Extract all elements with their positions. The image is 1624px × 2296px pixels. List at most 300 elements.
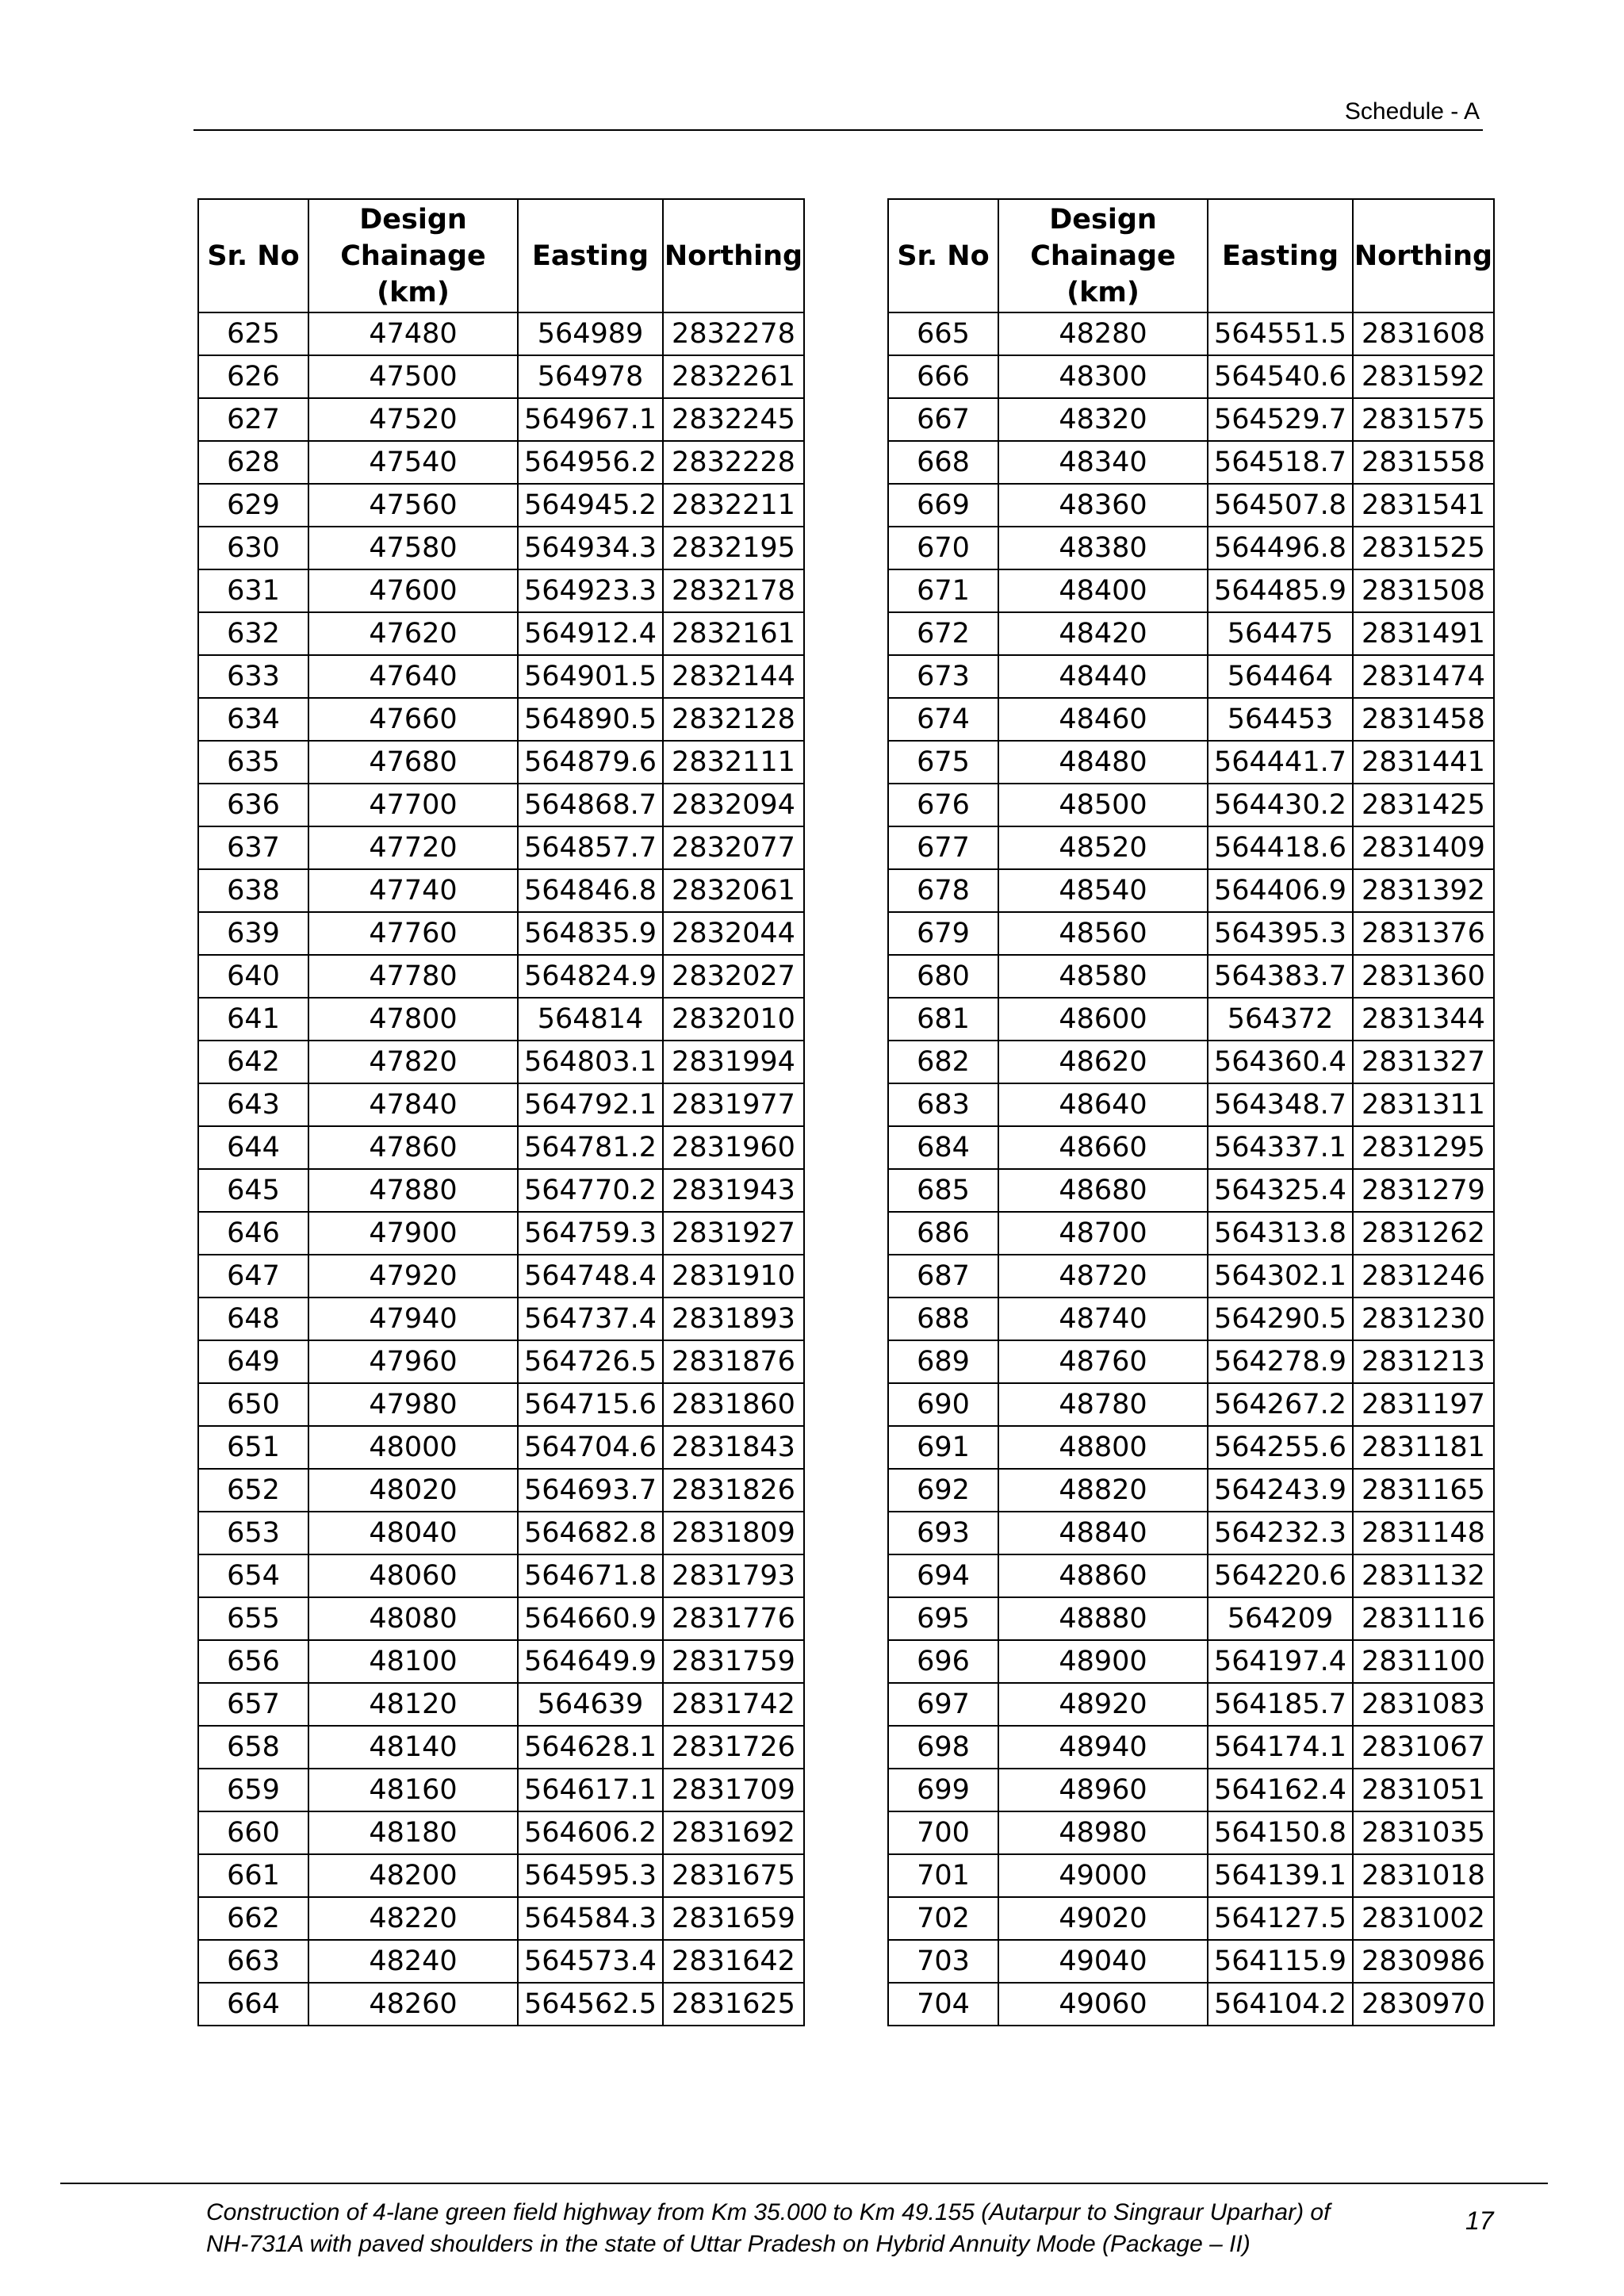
cell-design-chainage: 48420 xyxy=(998,612,1208,655)
table-row xyxy=(888,484,1494,527)
cell-design-chainage: 48240 xyxy=(308,1940,518,1983)
cell-sr-no: 648 xyxy=(198,1297,308,1340)
cell-sr-no: 641 xyxy=(198,998,308,1041)
cell-easting: 564150.8 xyxy=(1208,1811,1353,1854)
cell-sr-no: 673 xyxy=(888,655,998,698)
cell-sr-no: 626 xyxy=(198,355,308,398)
cell-sr-no: 646 xyxy=(198,1212,308,1255)
cell-design-chainage: 47920 xyxy=(308,1255,518,1297)
cell-sr-no: 698 xyxy=(888,1726,998,1769)
cell-easting: 564540.6 xyxy=(1208,355,1353,398)
table-row xyxy=(198,826,804,869)
cell-easting: 564803.1 xyxy=(518,1041,663,1083)
cell-northing: 2831994 xyxy=(663,1041,804,1083)
table-row xyxy=(198,1297,804,1340)
cell-easting: 564496.8 xyxy=(1208,527,1353,569)
cell-easting: 564290.5 xyxy=(1208,1297,1353,1340)
cell-design-chainage: 48220 xyxy=(308,1897,518,1940)
table-row xyxy=(888,1983,1494,2026)
cell-sr-no: 697 xyxy=(888,1683,998,1726)
cell-northing: 2831425 xyxy=(1353,784,1494,826)
cell-design-chainage: 49020 xyxy=(998,1897,1208,1940)
cell-easting: 564792.1 xyxy=(518,1083,663,1126)
cell-easting: 564770.2 xyxy=(518,1169,663,1212)
cell-easting: 564395.3 xyxy=(1208,912,1353,955)
table-row xyxy=(198,1512,804,1554)
cell-easting: 564127.5 xyxy=(1208,1897,1353,1940)
cell-sr-no: 639 xyxy=(198,912,308,955)
cell-northing: 2832161 xyxy=(663,612,804,655)
cell-easting: 564814 xyxy=(518,998,663,1041)
cell-northing: 2831960 xyxy=(663,1126,804,1169)
cell-sr-no: 694 xyxy=(888,1554,998,1597)
table-row xyxy=(198,1126,804,1169)
cell-design-chainage: 47500 xyxy=(308,355,518,398)
cell-easting: 564649.9 xyxy=(518,1640,663,1683)
table-row xyxy=(888,1340,1494,1383)
cell-easting: 564453 xyxy=(1208,698,1353,741)
table-row xyxy=(888,1255,1494,1297)
cell-design-chainage: 47600 xyxy=(308,569,518,612)
cell-design-chainage: 48720 xyxy=(998,1255,1208,1297)
cell-easting: 564518.7 xyxy=(1208,441,1353,484)
cell-northing: 2831295 xyxy=(1353,1126,1494,1169)
table-row xyxy=(198,1769,804,1811)
cell-easting: 564313.8 xyxy=(1208,1212,1353,1255)
cell-easting: 564967.1 xyxy=(518,398,663,441)
footer-line-1: Construction of 4-lane green field highway from Km 35.000 to Km 49.155 (Autarpur to Singraur Uparhar) of xyxy=(206,2199,1331,2225)
cell-design-chainage: 48600 xyxy=(998,998,1208,1041)
cell-easting: 564846.8 xyxy=(518,869,663,912)
cell-easting: 564704.6 xyxy=(518,1426,663,1469)
cell-sr-no: 647 xyxy=(198,1255,308,1297)
cell-sr-no: 663 xyxy=(198,1940,308,1983)
cell-sr-no: 681 xyxy=(888,998,998,1041)
cell-northing: 2831327 xyxy=(1353,1041,1494,1083)
table-row xyxy=(888,1383,1494,1426)
table-row xyxy=(888,1169,1494,1212)
cell-sr-no: 678 xyxy=(888,869,998,912)
table-row xyxy=(198,1597,804,1640)
cell-easting: 564441.7 xyxy=(1208,741,1353,784)
table-row xyxy=(888,441,1494,484)
cell-design-chainage: 47980 xyxy=(308,1383,518,1426)
table-row xyxy=(198,1897,804,1940)
cell-design-chainage: 47880 xyxy=(308,1169,518,1212)
cell-sr-no: 634 xyxy=(198,698,308,741)
cell-easting: 564174.1 xyxy=(1208,1726,1353,1769)
table-body-right xyxy=(888,312,1494,2026)
cell-design-chainage: 47780 xyxy=(308,955,518,998)
cell-sr-no: 652 xyxy=(198,1469,308,1512)
cell-design-chainage: 49040 xyxy=(998,1940,1208,1983)
cell-northing: 2831525 xyxy=(1353,527,1494,569)
table-row xyxy=(888,1640,1494,1683)
cell-design-chainage: 48780 xyxy=(998,1383,1208,1426)
cell-sr-no: 637 xyxy=(198,826,308,869)
cell-design-chainage: 47800 xyxy=(308,998,518,1041)
table-row xyxy=(888,1297,1494,1340)
cell-design-chainage: 48060 xyxy=(308,1554,518,1597)
cell-northing: 2832144 xyxy=(663,655,804,698)
table-row xyxy=(198,1683,804,1726)
table-row xyxy=(198,1469,804,1512)
cell-northing: 2831860 xyxy=(663,1383,804,1426)
cell-sr-no: 666 xyxy=(888,355,998,398)
cell-northing: 2831910 xyxy=(663,1255,804,1297)
cell-easting: 564617.1 xyxy=(518,1769,663,1811)
cell-easting: 564912.4 xyxy=(518,612,663,655)
table-row xyxy=(888,741,1494,784)
cell-northing: 2830986 xyxy=(1353,1940,1494,1983)
cell-design-chainage: 47760 xyxy=(308,912,518,955)
table-row xyxy=(198,912,804,955)
cell-design-chainage: 48620 xyxy=(998,1041,1208,1083)
cell-sr-no: 689 xyxy=(888,1340,998,1383)
cell-easting: 564573.4 xyxy=(518,1940,663,1983)
cell-northing: 2831491 xyxy=(1353,612,1494,655)
table-row xyxy=(888,998,1494,1041)
table-row xyxy=(198,1554,804,1597)
cell-design-chainage: 48480 xyxy=(998,741,1208,784)
cell-easting: 564639 xyxy=(518,1683,663,1726)
cell-design-chainage: 48140 xyxy=(308,1726,518,1769)
table-row xyxy=(888,1212,1494,1255)
cell-sr-no: 658 xyxy=(198,1726,308,1769)
coordinates-table-right xyxy=(887,198,1495,2026)
cell-sr-no: 695 xyxy=(888,1597,998,1640)
table-row xyxy=(888,869,1494,912)
cell-easting: 564748.4 xyxy=(518,1255,663,1297)
cell-sr-no: 680 xyxy=(888,955,998,998)
cell-design-chainage: 48400 xyxy=(998,569,1208,612)
table-row xyxy=(888,1897,1494,1940)
cell-design-chainage: 47820 xyxy=(308,1041,518,1083)
cell-design-chainage: 48080 xyxy=(308,1597,518,1640)
cell-easting: 564325.4 xyxy=(1208,1169,1353,1212)
cell-easting: 564475 xyxy=(1208,612,1353,655)
cell-northing: 2831642 xyxy=(663,1940,804,1983)
cell-easting: 564671.8 xyxy=(518,1554,663,1597)
cell-design-chainage: 47960 xyxy=(308,1340,518,1383)
cell-northing: 2832178 xyxy=(663,569,804,612)
cell-sr-no: 696 xyxy=(888,1640,998,1683)
cell-northing: 2832228 xyxy=(663,441,804,484)
cell-northing: 2832077 xyxy=(663,826,804,869)
cell-sr-no: 685 xyxy=(888,1169,998,1212)
cell-easting: 564104.2 xyxy=(1208,1983,1353,2026)
table-row xyxy=(198,1383,804,1426)
cell-sr-no: 651 xyxy=(198,1426,308,1469)
table-row xyxy=(198,441,804,484)
cell-design-chainage: 47540 xyxy=(308,441,518,484)
cell-sr-no: 655 xyxy=(198,1597,308,1640)
cell-northing: 2831165 xyxy=(1353,1469,1494,1512)
cell-easting: 564945.2 xyxy=(518,484,663,527)
cell-sr-no: 667 xyxy=(888,398,998,441)
cell-design-chainage: 48460 xyxy=(998,698,1208,741)
cell-northing: 2831575 xyxy=(1353,398,1494,441)
cell-northing: 2831943 xyxy=(663,1169,804,1212)
table-row xyxy=(888,312,1494,355)
table-row xyxy=(198,527,804,569)
cell-design-chainage: 49060 xyxy=(998,1983,1208,2026)
cell-sr-no: 686 xyxy=(888,1212,998,1255)
cell-design-chainage: 47640 xyxy=(308,655,518,698)
cell-design-chainage: 48820 xyxy=(998,1469,1208,1512)
cell-sr-no: 628 xyxy=(198,441,308,484)
cell-easting: 564824.9 xyxy=(518,955,663,998)
cell-design-chainage: 48860 xyxy=(998,1554,1208,1597)
footer-project-description xyxy=(206,2197,1427,2260)
cell-design-chainage: 47480 xyxy=(308,312,518,355)
column-header-easting: Easting xyxy=(1208,199,1353,312)
table-row xyxy=(198,398,804,441)
cell-sr-no: 692 xyxy=(888,1469,998,1512)
cell-easting: 564901.5 xyxy=(518,655,663,698)
table-row xyxy=(888,955,1494,998)
cell-easting: 564715.6 xyxy=(518,1383,663,1426)
cell-northing: 2831927 xyxy=(663,1212,804,1255)
table-row xyxy=(198,741,804,784)
cell-easting: 564934.3 xyxy=(518,527,663,569)
cell-sr-no: 665 xyxy=(888,312,998,355)
cell-northing: 2831067 xyxy=(1353,1726,1494,1769)
table-row xyxy=(888,612,1494,655)
cell-sr-no: 693 xyxy=(888,1512,998,1554)
cell-sr-no: 684 xyxy=(888,1126,998,1169)
cell-sr-no: 699 xyxy=(888,1769,998,1811)
column-header-northing: Northing xyxy=(663,199,804,312)
cell-design-chainage: 48180 xyxy=(308,1811,518,1854)
cell-design-chainage: 47860 xyxy=(308,1126,518,1169)
cell-design-chainage: 48020 xyxy=(308,1469,518,1512)
table-row xyxy=(888,1041,1494,1083)
cell-sr-no: 677 xyxy=(888,826,998,869)
cell-sr-no: 672 xyxy=(888,612,998,655)
cell-northing: 2831876 xyxy=(663,1340,804,1383)
cell-sr-no: 660 xyxy=(198,1811,308,1854)
cell-easting: 564406.9 xyxy=(1208,869,1353,912)
column-header-design-chainage: Design Chainage (km) xyxy=(998,199,1208,312)
cell-sr-no: 671 xyxy=(888,569,998,612)
cell-northing: 2831592 xyxy=(1353,355,1494,398)
column-header-design-chainage: Design Chainage (km) xyxy=(308,199,518,312)
cell-northing: 2831793 xyxy=(663,1554,804,1597)
table-row xyxy=(198,1983,804,2026)
cell-sr-no: 656 xyxy=(198,1640,308,1683)
cell-northing: 2831776 xyxy=(663,1597,804,1640)
cell-easting: 564562.5 xyxy=(518,1983,663,2026)
cell-northing: 2831893 xyxy=(663,1297,804,1340)
cell-easting: 564115.9 xyxy=(1208,1940,1353,1983)
table-row xyxy=(888,784,1494,826)
cell-design-chainage: 48340 xyxy=(998,441,1208,484)
cell-design-chainage: 48920 xyxy=(998,1683,1208,1726)
cell-sr-no: 691 xyxy=(888,1426,998,1469)
cell-easting: 564726.5 xyxy=(518,1340,663,1383)
cell-northing: 2831262 xyxy=(1353,1212,1494,1255)
cell-easting: 564890.5 xyxy=(518,698,663,741)
cell-easting: 564243.9 xyxy=(1208,1469,1353,1512)
table-row xyxy=(198,869,804,912)
cell-northing: 2831100 xyxy=(1353,1640,1494,1683)
table-row xyxy=(888,1083,1494,1126)
cell-northing: 2831826 xyxy=(663,1469,804,1512)
cell-easting: 564628.1 xyxy=(518,1726,663,1769)
table-row xyxy=(198,312,804,355)
cell-northing: 2831148 xyxy=(1353,1512,1494,1554)
table-row xyxy=(198,1041,804,1083)
cell-northing: 2831625 xyxy=(663,1983,804,2026)
cell-easting: 564255.6 xyxy=(1208,1426,1353,1469)
cell-northing: 2831002 xyxy=(1353,1897,1494,1940)
cell-sr-no: 683 xyxy=(888,1083,998,1126)
cell-design-chainage: 48160 xyxy=(308,1769,518,1811)
cell-design-chainage: 48880 xyxy=(998,1597,1208,1640)
table-row xyxy=(888,826,1494,869)
cell-northing: 2831726 xyxy=(663,1726,804,1769)
table-row xyxy=(198,655,804,698)
cell-design-chainage: 48040 xyxy=(308,1512,518,1554)
cell-design-chainage: 49000 xyxy=(998,1854,1208,1897)
cell-design-chainage: 47620 xyxy=(308,612,518,655)
cell-design-chainage: 47740 xyxy=(308,869,518,912)
cell-northing: 2832044 xyxy=(663,912,804,955)
cell-easting: 564232.3 xyxy=(1208,1512,1353,1554)
header-divider xyxy=(193,129,1483,131)
cell-easting: 564383.7 xyxy=(1208,955,1353,998)
cell-easting: 564418.6 xyxy=(1208,826,1353,869)
footer-line-2: NH-731A with paved shoulders in the state of Uttar Pradesh on Hybrid Annuity Mode (Package – II) xyxy=(206,2231,1251,2257)
cell-northing: 2831392 xyxy=(1353,869,1494,912)
cell-design-chainage: 48940 xyxy=(998,1726,1208,1769)
cell-northing: 2831441 xyxy=(1353,741,1494,784)
cell-northing: 2832128 xyxy=(663,698,804,741)
cell-northing: 2832195 xyxy=(663,527,804,569)
cell-sr-no: 668 xyxy=(888,441,998,484)
cell-sr-no: 670 xyxy=(888,527,998,569)
cell-northing: 2831843 xyxy=(663,1426,804,1469)
cell-sr-no: 644 xyxy=(198,1126,308,1169)
cell-northing: 2831474 xyxy=(1353,655,1494,698)
cell-design-chainage: 48540 xyxy=(998,869,1208,912)
cell-easting: 564302.1 xyxy=(1208,1255,1353,1297)
cell-sr-no: 640 xyxy=(198,955,308,998)
table-body-left xyxy=(198,312,804,2026)
column-header-easting: Easting xyxy=(518,199,663,312)
cell-sr-no: 661 xyxy=(198,1854,308,1897)
cell-sr-no: 632 xyxy=(198,612,308,655)
column-header-northing: Northing xyxy=(1353,199,1494,312)
cell-design-chainage: 47720 xyxy=(308,826,518,869)
cell-sr-no: 649 xyxy=(198,1340,308,1383)
table-row xyxy=(888,1940,1494,1983)
cell-design-chainage: 48700 xyxy=(998,1212,1208,1255)
table-row xyxy=(888,1426,1494,1469)
cell-sr-no: 645 xyxy=(198,1169,308,1212)
cell-easting: 564507.8 xyxy=(1208,484,1353,527)
cell-sr-no: 664 xyxy=(198,1983,308,2026)
cell-design-chainage: 48380 xyxy=(998,527,1208,569)
table-row xyxy=(888,698,1494,741)
table-row xyxy=(888,1769,1494,1811)
cell-northing: 2831213 xyxy=(1353,1340,1494,1383)
cell-easting: 564857.7 xyxy=(518,826,663,869)
cell-sr-no: 659 xyxy=(198,1769,308,1811)
table-row xyxy=(198,484,804,527)
cell-sr-no: 679 xyxy=(888,912,998,955)
cell-northing: 2831197 xyxy=(1353,1383,1494,1426)
cell-northing: 2831311 xyxy=(1353,1083,1494,1126)
cell-sr-no: 631 xyxy=(198,569,308,612)
cell-northing: 2832261 xyxy=(663,355,804,398)
column-header-sr-no: Sr. No xyxy=(198,199,308,312)
cell-design-chainage: 48640 xyxy=(998,1083,1208,1126)
table-row xyxy=(888,1726,1494,1769)
footer-divider xyxy=(60,2183,1548,2184)
table-row xyxy=(888,398,1494,441)
cell-northing: 2832278 xyxy=(663,312,804,355)
cell-easting: 564759.3 xyxy=(518,1212,663,1255)
cell-northing: 2831742 xyxy=(663,1683,804,1726)
cell-northing: 2831116 xyxy=(1353,1597,1494,1640)
cell-design-chainage: 48900 xyxy=(998,1640,1208,1683)
cell-northing: 2831541 xyxy=(1353,484,1494,527)
cell-sr-no: 629 xyxy=(198,484,308,527)
cell-easting: 564485.9 xyxy=(1208,569,1353,612)
table-row xyxy=(888,655,1494,698)
cell-sr-no: 701 xyxy=(888,1854,998,1897)
cell-easting: 564278.9 xyxy=(1208,1340,1353,1383)
cell-easting: 564835.9 xyxy=(518,912,663,955)
cell-sr-no: 642 xyxy=(198,1041,308,1083)
cell-northing: 2831279 xyxy=(1353,1169,1494,1212)
cell-easting: 564737.4 xyxy=(518,1297,663,1340)
cell-easting: 564879.6 xyxy=(518,741,663,784)
table-row xyxy=(198,1940,804,1983)
coordinates-table-left xyxy=(197,198,805,2026)
table-row xyxy=(888,569,1494,612)
cell-easting: 564267.2 xyxy=(1208,1383,1353,1426)
table-row xyxy=(198,1811,804,1854)
cell-design-chainage: 48260 xyxy=(308,1983,518,2026)
cell-easting: 564923.3 xyxy=(518,569,663,612)
cell-design-chainage: 48680 xyxy=(998,1169,1208,1212)
cell-northing: 2831360 xyxy=(1353,955,1494,998)
cell-sr-no: 702 xyxy=(888,1897,998,1940)
cell-sr-no: 687 xyxy=(888,1255,998,1297)
cell-easting: 564978 xyxy=(518,355,663,398)
table-row xyxy=(198,784,804,826)
cell-sr-no: 700 xyxy=(888,1811,998,1854)
cell-northing: 2832010 xyxy=(663,998,804,1041)
cell-sr-no: 704 xyxy=(888,1983,998,2026)
cell-sr-no: 654 xyxy=(198,1554,308,1597)
cell-design-chainage: 48500 xyxy=(998,784,1208,826)
cell-design-chainage: 48840 xyxy=(998,1512,1208,1554)
table-row xyxy=(888,355,1494,398)
cell-easting: 564606.2 xyxy=(518,1811,663,1854)
cell-design-chainage: 48980 xyxy=(998,1811,1208,1854)
table-row xyxy=(888,1683,1494,1726)
cell-northing: 2831458 xyxy=(1353,698,1494,741)
cell-northing: 2831659 xyxy=(663,1897,804,1940)
cell-sr-no: 636 xyxy=(198,784,308,826)
cell-northing: 2831508 xyxy=(1353,569,1494,612)
cell-easting: 564430.2 xyxy=(1208,784,1353,826)
cell-easting: 564529.7 xyxy=(1208,398,1353,441)
